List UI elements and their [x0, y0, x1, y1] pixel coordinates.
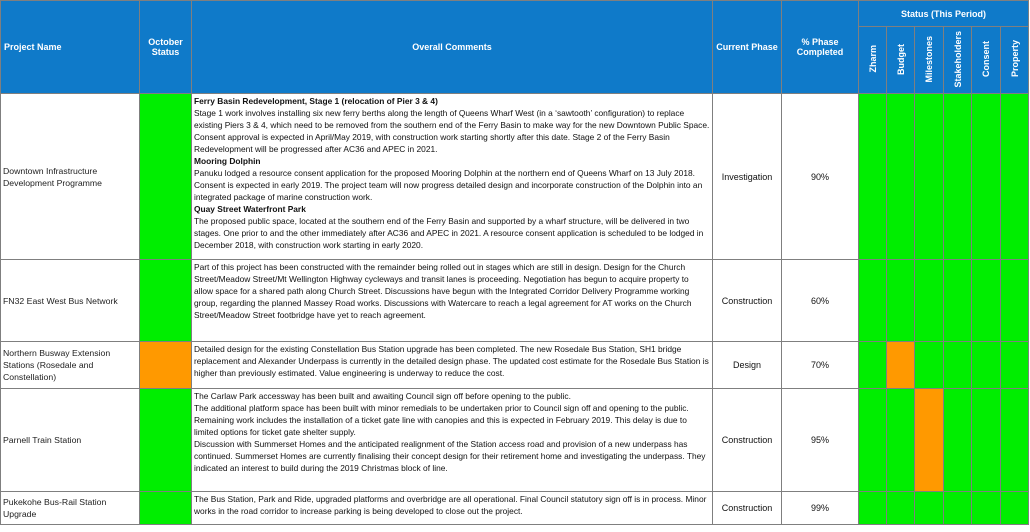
status-col-header: Zharm	[859, 27, 887, 94]
comment-text: Detailed design for the existing Constellation Bus Station upgrade has been completed. The new Rosedale Bus Station, SH1 bridge replacement and Alexander Underpass is currently in the detailed design phase. The updated cost estimate for the Rosedale Bus Station is higher than previously estimated. Value engineering is underway to reduce the cost.	[194, 344, 709, 378]
status-cell-budget	[887, 94, 915, 260]
status-cell-milestones	[915, 94, 944, 260]
phase-completed-cell: 70%	[782, 342, 859, 389]
status-cell-property	[1001, 94, 1029, 260]
status-cell-consent	[972, 94, 1001, 260]
status-cell-stakeholders	[944, 260, 972, 342]
status-cell-milestones	[915, 260, 944, 342]
october-status-cell	[140, 492, 192, 525]
current-phase-cell: Construction	[713, 260, 782, 342]
phase-completed-cell: 60%	[782, 260, 859, 342]
overall-comments-cell	[192, 260, 713, 342]
status-cell-consent	[972, 492, 1001, 525]
project-name-cell: Parnell Train Station	[1, 389, 140, 492]
project-name-cell: Northern Busway Extension Stations (Rosedale and Constellation)	[1, 342, 140, 389]
status-cell-budget	[887, 260, 915, 342]
status-col-header: Consent	[972, 27, 1001, 94]
comment-subheading: Mooring Dolphin	[194, 156, 261, 166]
october-status-cell	[140, 260, 192, 342]
status-cell-property	[1001, 260, 1029, 342]
comment-text: The proposed public space, located at the southern end of the Ferry Basin and supported by a wharf structure, will be delivered in two stages. One prior to and the other immediately after AC36 and APEC in 2021. A resource consent application is scheduled to be lodged in December 2018, with construction work starting in early 2020.	[194, 216, 704, 250]
status-cell-consent	[972, 342, 1001, 389]
phase-completed-cell: 95%	[782, 389, 859, 492]
status-col-header: Milestones	[915, 27, 944, 94]
comment-subheading: Ferry Basin Redevelopment, Stage 1 (relocation of Pier 3 & 4)	[194, 96, 438, 106]
current-phase-cell: Construction	[713, 389, 782, 492]
status-cell-milestones	[915, 389, 944, 492]
status-cell-budget	[887, 389, 915, 492]
overall-comments-header: Overall Comments	[192, 1, 713, 94]
status-cell-consent	[972, 260, 1001, 342]
comment-text: The Bus Station, Park and Ride, upgraded platforms and overbridge are all operational. Final Council statutory sign off is in process. Minor works in the road corridor to increase parking is being developed to close out the project.	[194, 494, 707, 516]
october-status-cell	[140, 389, 192, 492]
comment-subheading: Quay Street Waterfront Park	[194, 204, 306, 214]
comment-text: Part of this project has been constructed with the remainder being rolled out in stages which are still in design. Design for the Church Street/Meadow Street/Mt Wellington Highway cycleways and transit lanes is proceeding. Negotiation has begun to acquire property to allow space for a shared path along Church Street. Discussions have begun with the Integrated Corridor Delivery Programme working group, regarding the planned Massey Road works. Discussions with Watercare to reach a legal agreement for AT works on the Church Street/Meadow Street footbridge have yet to reach agreement.	[194, 262, 692, 320]
status-cell-stakeholders	[944, 492, 972, 525]
status-cell-property	[1001, 389, 1029, 492]
status-cell-stakeholders	[944, 389, 972, 492]
current-phase-cell: Construction	[713, 492, 782, 525]
status-cell-stakeholders	[944, 342, 972, 389]
status-col-header: Stakeholders	[944, 27, 972, 94]
table-row	[1, 342, 1029, 389]
status-cell-budget	[887, 342, 915, 389]
october-status-cell	[140, 94, 192, 260]
october-status-cell	[140, 342, 192, 389]
comment-text: The Carlaw Park accessway has been built and awaiting Council sign off before opening to the public.	[194, 391, 571, 401]
phase-completed-cell: 90%	[782, 94, 859, 260]
overall-comments-cell	[192, 94, 713, 260]
status-cell-budget	[887, 492, 915, 525]
table-body	[1, 94, 1029, 525]
status-cell-milestones	[915, 492, 944, 525]
status-cell-property	[1001, 342, 1029, 389]
overall-comments-cell	[192, 492, 713, 525]
status-col-header: Budget	[887, 27, 915, 94]
table-row	[1, 94, 1029, 260]
status-period-header: Status (This Period)	[859, 1, 1029, 27]
status-cell-zharm	[859, 94, 887, 260]
status-cell-consent	[972, 389, 1001, 492]
status-cell-zharm	[859, 342, 887, 389]
table-header	[1, 1, 1029, 94]
status-cell-property	[1001, 492, 1029, 525]
status-col-header: Property	[1001, 27, 1029, 94]
comment-text: Remaining work includes the installation of a ticket gate line with canopies and this is expected in February 2019. This delay is due to limited options for ticket gate shelter supply.	[194, 415, 687, 437]
comment-text: Discussion with Summerset Homes and the anticipated realignment of the Station access road and provision of a new underpass has continued. Summerset Homes are currently finalising their concept design for their retirement home and investigating the underpass. They indicated an interest to build during the 2019 Christmas block of line.	[194, 439, 706, 473]
status-cell-zharm	[859, 389, 887, 492]
current-phase-header: Current Phase	[713, 1, 782, 94]
project-name-cell: FN32 East West Bus Network	[1, 260, 140, 342]
status-cell-milestones	[915, 342, 944, 389]
project-name-cell: Pukekohe Bus-Rail Station Upgrade	[1, 492, 140, 525]
project-name-cell: Downtown Infrastructure Development Programme	[1, 94, 140, 260]
status-cell-zharm	[859, 260, 887, 342]
overall-comments-cell	[192, 389, 713, 492]
phase-completed-cell: 99%	[782, 492, 859, 525]
table-row	[1, 389, 1029, 492]
status-cell-zharm	[859, 492, 887, 525]
october-status-header: October Status	[140, 1, 192, 94]
project-name-header: Project Name	[1, 1, 140, 94]
comment-text: The additional platform space has been built with minor remedials to be undertaken prior to Council sign off and opening to the public.	[194, 403, 689, 413]
current-phase-cell: Design	[713, 342, 782, 389]
current-phase-cell: Investigation	[713, 94, 782, 260]
status-cell-stakeholders	[944, 94, 972, 260]
overall-comments-cell	[192, 342, 713, 389]
phase-completed-header: % Phase Completed	[782, 1, 859, 94]
table-row	[1, 260, 1029, 342]
table-row	[1, 492, 1029, 525]
comment-text: Stage 1 work involves installing six new ferry berths along the length of Queens Wharf West (in a ‘sawtooth’ configuration) to replace existing Piers 3 & 4, which need to be removed from the southern end of the Ferry Basin to make way for the new Downtown Public Space. Consent approval is expected in April/May 2019, with construction work starting shortly after this date. Stage 2 of the Ferry Basin Redevelopment will be progressed after AC36 and APEC in 2021.	[194, 108, 710, 154]
comment-text: Panuku lodged a resource consent application for the proposed Mooring Dolphin at the northern end of Queens Wharf on 13 July 2018. Consent is expected in early 2019. The project team will now progress detailed design and incorporate construction of the Dolphin into an integrated package of marine construction work.	[194, 168, 703, 202]
